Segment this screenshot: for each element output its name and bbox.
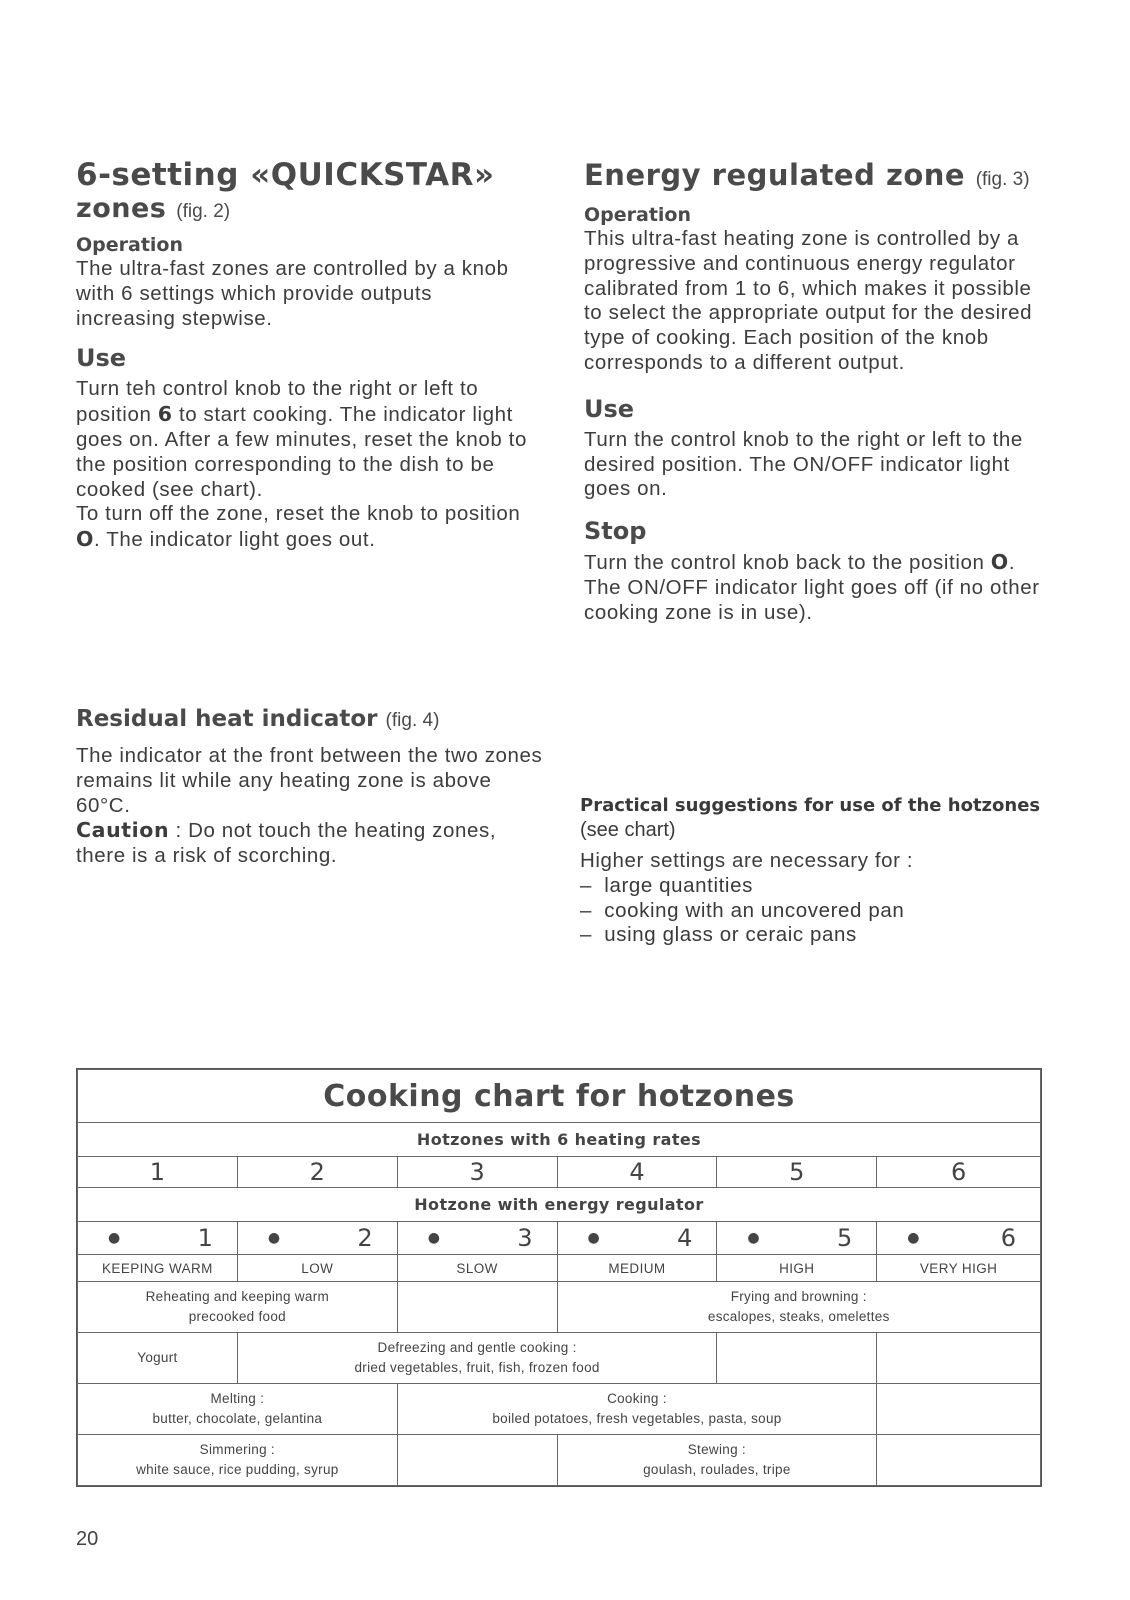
energy-fig-ref: (fig. 3) bbox=[975, 169, 1030, 190]
cooking-chart-table bbox=[77, 1069, 1041, 1486]
regulator-value: 5 bbox=[836, 1224, 853, 1252]
energy-stop-part2: . The ON/OFF indicator light goes off (if no other cooking zone is in use). bbox=[584, 551, 1040, 624]
dot-icon: ● bbox=[587, 1230, 600, 1246]
residual-text: The indicator at the front between the two zones remains lit while any heating zone is above 60°C. bbox=[76, 744, 543, 817]
food-line: Melting : bbox=[210, 1391, 265, 1406]
food-line: Stewing : bbox=[687, 1442, 746, 1457]
setting-number: 6 bbox=[877, 1157, 1041, 1188]
regulator-setting bbox=[557, 1222, 717, 1255]
empty-cell bbox=[397, 1435, 557, 1486]
food-line: Cooking : bbox=[607, 1391, 667, 1406]
food-line: precooked food bbox=[188, 1309, 286, 1324]
empty-cell bbox=[397, 1282, 557, 1333]
list-item: – large quantities bbox=[580, 874, 1050, 899]
food-line: goulash, roulades, tripe bbox=[643, 1462, 791, 1477]
chart-dot-number-row bbox=[78, 1222, 1041, 1255]
quickstar-section bbox=[76, 158, 536, 553]
food-line: white sauce, rice pudding, syrup bbox=[136, 1462, 339, 1477]
quickstar-use-heading: Use bbox=[76, 344, 127, 373]
regulator-value: 6 bbox=[1000, 1224, 1016, 1252]
quickstar-use-part3: To turn off the zone, reset the knob to position bbox=[76, 502, 521, 526]
quickstar-title-line1: 6-setting «QUICKSTAR» bbox=[76, 157, 495, 193]
regulator-value: 4 bbox=[677, 1224, 693, 1252]
energy-operation-text: This ultra-fast heating zone is controlled by a progressive and continuous energy regulator calibrated from 1 to 6, which makes it possible to select the appropriate output for the desired type of cooking. Each position of the knob corresponds to a different output. bbox=[584, 227, 1033, 374]
residual-title-text: Residual heat indicator bbox=[76, 706, 378, 732]
chart-title-row bbox=[78, 1070, 1041, 1123]
table-row bbox=[78, 1333, 1041, 1384]
food-line: Frying and browning : bbox=[730, 1289, 867, 1304]
empty-cell bbox=[877, 1333, 1041, 1384]
caution-text: : Do not touch the heating zones, there is a risk of scorching. bbox=[76, 819, 497, 868]
regulator-setting bbox=[237, 1222, 397, 1255]
setting-number: 1 bbox=[78, 1157, 238, 1188]
caution-label: Caution bbox=[76, 818, 170, 843]
food-cell-cooking bbox=[397, 1384, 877, 1435]
quickstar-operation-heading: Operation bbox=[76, 234, 184, 256]
chart-title: Cooking chart for hotzones bbox=[78, 1070, 1041, 1123]
quickstar-use-part4: . The indicator light goes out. bbox=[94, 528, 376, 552]
chart-subheader-6-rates: Hotzones with 6 heating rates bbox=[78, 1123, 1041, 1157]
dot-icon: ● bbox=[427, 1230, 440, 1246]
regulator-value: 2 bbox=[357, 1224, 373, 1252]
food-cell-stewing bbox=[557, 1435, 877, 1486]
level-label: MEDIUM bbox=[557, 1255, 717, 1282]
dot-icon: ● bbox=[747, 1230, 760, 1246]
food-cell-frying bbox=[557, 1282, 1040, 1333]
residual-caution bbox=[76, 818, 546, 869]
food-line: dried vegetables, fruit, fish, frozen food bbox=[354, 1360, 600, 1375]
setting-number: 2 bbox=[237, 1157, 397, 1188]
regulator-setting bbox=[717, 1222, 877, 1255]
quickstar-operation-text: The ultra-fast zones are controlled by a knob with 6 settings which provide outputs increasing stepwise. bbox=[76, 257, 509, 330]
energy-use-text: Turn the control knob to the right or left to the desired position. The ON/OFF indicator light goes on. bbox=[584, 427, 1023, 501]
food-line: butter, chocolate, gelantina bbox=[152, 1411, 323, 1426]
food-line: Reheating and keeping warm bbox=[145, 1289, 330, 1304]
chart-number-row bbox=[78, 1157, 1041, 1188]
dot-icon: ● bbox=[907, 1230, 920, 1246]
regulator-setting bbox=[397, 1222, 557, 1255]
practical-title bbox=[580, 793, 1050, 843]
energy-stop-heading: Stop bbox=[584, 517, 647, 546]
level-label: KEEPING WARM bbox=[78, 1255, 238, 1282]
practical-intro: Higher settings are necessary for : bbox=[580, 849, 914, 872]
energy-title bbox=[584, 158, 1054, 197]
residual-title bbox=[76, 704, 546, 736]
energy-stop-part1: Turn the control knob back to the position bbox=[584, 551, 985, 575]
quickstar-use-text bbox=[76, 377, 536, 553]
table-row bbox=[78, 1282, 1041, 1333]
list-item: – cooking with an uncovered pan bbox=[580, 899, 1050, 924]
regulator-setting bbox=[877, 1222, 1041, 1255]
cooking-chart bbox=[76, 1068, 1042, 1487]
food-cell-yogurt: Yogurt bbox=[78, 1333, 238, 1384]
energy-use-heading: Use bbox=[584, 394, 635, 423]
practical-section bbox=[580, 793, 1050, 948]
setting-number: 5 bbox=[717, 1157, 877, 1188]
quickstar-use-part1: Turn teh control knob to the right or left to position bbox=[76, 377, 479, 427]
quickstar-title-line2 bbox=[76, 192, 536, 229]
empty-cell bbox=[877, 1384, 1041, 1435]
quickstar-use-bold-6: 6 bbox=[157, 402, 173, 427]
quickstar-fig-ref: (fig. 2) bbox=[176, 201, 231, 222]
table-row bbox=[78, 1435, 1041, 1486]
level-label: LOW bbox=[237, 1255, 397, 1282]
residual-section bbox=[76, 704, 546, 869]
food-line: escalopes, steaks, omelettes bbox=[707, 1309, 890, 1324]
quickstar-title-zones: zones bbox=[76, 193, 167, 224]
dot-icon: ● bbox=[108, 1230, 121, 1246]
chart-level-row bbox=[78, 1255, 1041, 1282]
energy-stop-text bbox=[584, 550, 1054, 625]
food-line: Defreezing and gentle cooking : bbox=[377, 1340, 577, 1355]
residual-fig-ref: (fig. 4) bbox=[385, 710, 440, 731]
practical-see-chart: (see chart) bbox=[580, 819, 676, 841]
setting-number: 3 bbox=[397, 1157, 557, 1188]
quickstar-use-bold-o: O bbox=[76, 527, 95, 552]
food-line: Simmering : bbox=[199, 1442, 275, 1457]
energy-section bbox=[584, 158, 1054, 626]
regulator-value: 1 bbox=[197, 1224, 213, 1252]
table-row bbox=[78, 1384, 1041, 1435]
list-item: – using glass or ceraic pans bbox=[580, 923, 1050, 948]
level-label: VERY HIGH bbox=[877, 1255, 1041, 1282]
energy-stop-bold-o: O bbox=[990, 550, 1009, 575]
level-label: SLOW bbox=[397, 1255, 557, 1282]
page-number: 20 bbox=[76, 1528, 99, 1550]
level-label: HIGH bbox=[717, 1255, 877, 1282]
regulator-setting bbox=[78, 1222, 238, 1255]
food-line: boiled potatoes, fresh vegetables, pasta, soup bbox=[492, 1411, 782, 1426]
quickstar-use-part2: to start cooking. The indicator light goes on. After a few minutes, reset the knob to the position corresponding to the dish to be cooked (see chart). bbox=[76, 403, 527, 501]
chart-subheader-row bbox=[78, 1188, 1041, 1222]
food-cell-reheating bbox=[78, 1282, 398, 1333]
chart-subheader-row bbox=[78, 1123, 1041, 1157]
food-cell-melting bbox=[78, 1384, 398, 1435]
setting-number: 4 bbox=[557, 1157, 717, 1188]
empty-cell bbox=[717, 1333, 877, 1384]
energy-operation-heading: Operation bbox=[584, 204, 692, 226]
practical-list bbox=[580, 874, 1050, 948]
regulator-value: 3 bbox=[517, 1224, 533, 1252]
food-cell-simmering bbox=[78, 1435, 398, 1486]
practical-title-text: Practical suggestions for use of the hotzones bbox=[580, 795, 1041, 816]
chart-subheader-regulator: Hotzone with energy regulator bbox=[78, 1188, 1041, 1222]
dot-icon: ● bbox=[267, 1230, 281, 1246]
empty-cell bbox=[877, 1435, 1041, 1486]
food-cell-defreezing bbox=[237, 1333, 717, 1384]
energy-title-text: Energy regulated zone bbox=[584, 158, 966, 192]
quickstar-title bbox=[76, 158, 536, 192]
